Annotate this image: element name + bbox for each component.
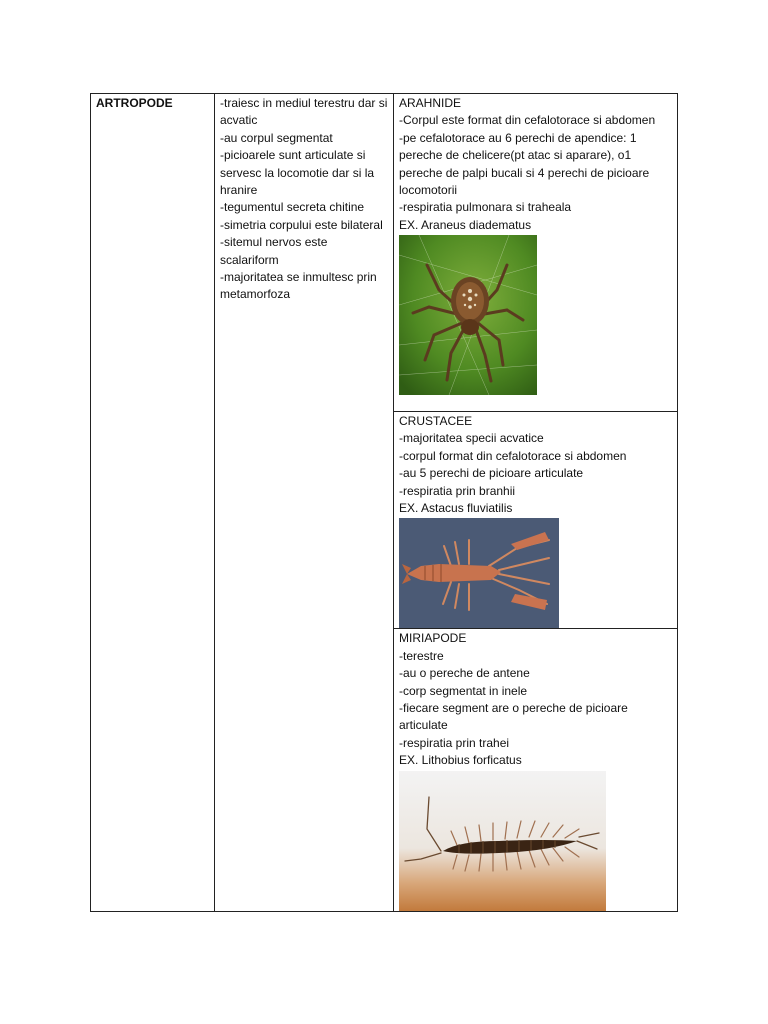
class-cell-miriapode (394, 629, 678, 911)
class-line: -fiecare segment are o pereche de picioare articulate (399, 701, 628, 733)
class-line: -corp segmentat in inele (399, 683, 528, 698)
spider-photo (399, 235, 672, 395)
arthropod-table (90, 93, 678, 912)
class-line: -au o pereche de antene (399, 666, 530, 681)
class-line: -respiratia pulmonara si traheala (399, 200, 572, 215)
group-name: ARTROPODE (96, 96, 173, 110)
class-line: -Corpul este format din cefalotorace si abdomen (399, 113, 656, 128)
class-line: -majoritatea specii acvatice (399, 431, 544, 446)
class-name: MIRIAPODE (399, 631, 467, 646)
class-example: EX. Astacus fluviatilis (399, 501, 513, 516)
class-line: -pe cefalotorace au 6 perechi de apendice: 1 pereche de chelicere(pt atac si aparare), o1 pereche de palpi bucali si 4 perechi de picioare locomotorii (399, 130, 650, 198)
group-traits-cell (215, 94, 394, 912)
trait-line: -simetria corpului este bilateral (220, 217, 383, 232)
centipede-photo (399, 771, 672, 911)
class-line: -respiratia prin trahei (399, 735, 510, 750)
class-line: -corpul format din cefalotorace si abdomen (399, 448, 627, 463)
class-name: ARAHNIDE (399, 96, 462, 110)
class-line: -respiratia prin branhii (399, 483, 516, 498)
trait-line: -majoritatea se inmultesc prin metamorfoza (220, 270, 377, 302)
trait-line: -tegumentul secreta chitine (220, 200, 365, 215)
class-name: CRUSTACEE (399, 414, 473, 428)
trait-line: -sitemul nervos este scalariform (220, 235, 328, 267)
class-cell-crustacee (394, 412, 678, 629)
class-line: -terestre (399, 648, 444, 663)
class-example: EX. Lithobius forficatus (399, 753, 522, 768)
class-line: -au 5 perechi de picioare articulate (399, 466, 584, 481)
trait-line: -picioarele sunt articulate si servesc la locomotie dar si la hranire (220, 148, 375, 198)
class-example: EX. Araneus diadematus (399, 217, 532, 232)
crayfish-photo (399, 518, 672, 628)
trait-line: -au corpul segmentat (220, 130, 333, 145)
trait-line: -traiesc in mediul terestru dar si acvatic (220, 96, 388, 128)
group-name-cell (91, 94, 215, 912)
class-cell-arahnide (394, 94, 678, 412)
